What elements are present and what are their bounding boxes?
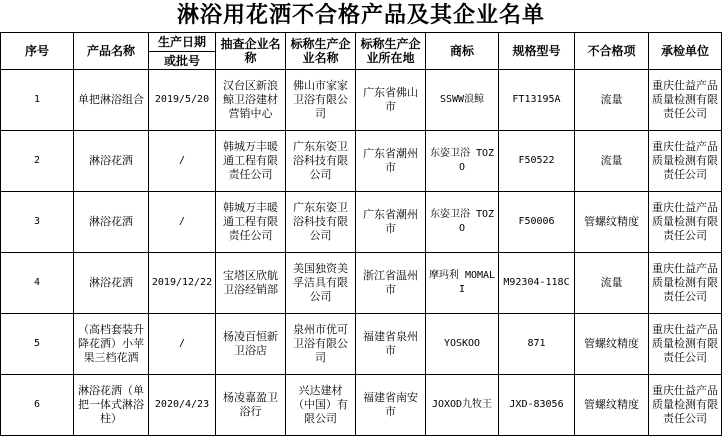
- cell-failed-item[interactable]: 流量: [575, 131, 649, 192]
- cell-brand[interactable]: YOSKOO: [426, 314, 499, 375]
- cell-sampled-company[interactable]: 韩城万丰暖通工程有限责任公司: [216, 131, 286, 192]
- cell-manufacturer[interactable]: 广东东姿卫浴科技有限公司: [286, 131, 356, 192]
- cell-lab[interactable]: 重庆仕益产品质量检测有限责任公司: [649, 192, 722, 253]
- header-manufacturer[interactable]: 标称生产企业名称: [286, 33, 356, 70]
- cell-manufacturer[interactable]: 兴达建材（中国）有限公司: [286, 375, 356, 436]
- cell-model[interactable]: JXD-83056: [499, 375, 575, 436]
- header-date[interactable]: 生产日期: [149, 33, 216, 52]
- cell-sampled-company[interactable]: 杨凌百恒新卫浴店: [216, 314, 286, 375]
- cell-seq[interactable]: 3: [1, 192, 74, 253]
- cell-date[interactable]: 2019/5/20: [149, 70, 216, 131]
- cell-model[interactable]: F50522: [499, 131, 575, 192]
- cell-brand[interactable]: 摩玛利 MOMALI: [426, 253, 499, 314]
- header-batch[interactable]: 或批号: [149, 52, 216, 70]
- cell-product[interactable]: 淋浴花洒: [74, 192, 149, 253]
- header-lab[interactable]: 承检单位: [649, 33, 722, 70]
- table-row: [1, 70, 722, 131]
- table-row: [1, 131, 722, 192]
- cell-seq[interactable]: 5: [1, 314, 74, 375]
- header-failed-item[interactable]: 不合格项: [575, 33, 649, 70]
- header-brand[interactable]: 商标: [426, 33, 499, 70]
- cell-address[interactable]: 广东省潮州市: [356, 192, 426, 253]
- cell-failed-item[interactable]: 管螺纹精度: [575, 192, 649, 253]
- cell-brand[interactable]: 东姿卫浴 TOZO: [426, 192, 499, 253]
- cell-lab[interactable]: 重庆仕益产品质量检测有限责任公司: [649, 70, 722, 131]
- cell-manufacturer[interactable]: 广东东姿卫浴科技有限公司: [286, 192, 356, 253]
- cell-seq[interactable]: 2: [1, 131, 74, 192]
- cell-failed-item[interactable]: 流量: [575, 70, 649, 131]
- cell-manufacturer[interactable]: 泉州市优可卫浴有限公司: [286, 314, 356, 375]
- cell-brand[interactable]: 东姿卫浴 TOZO: [426, 131, 499, 192]
- cell-product[interactable]: 淋浴花洒（单把一体式淋浴柱）: [74, 375, 149, 436]
- cell-address[interactable]: 浙江省温州市: [356, 253, 426, 314]
- cell-date[interactable]: 2020/4/23: [149, 375, 216, 436]
- cell-sampled-company[interactable]: 韩城万丰暖通工程有限责任公司: [216, 192, 286, 253]
- cell-date[interactable]: /: [149, 131, 216, 192]
- cell-product[interactable]: 淋浴花洒: [74, 253, 149, 314]
- cell-date[interactable]: /: [149, 314, 216, 375]
- cell-failed-item[interactable]: 流量: [575, 253, 649, 314]
- header-address[interactable]: 标称生产企业所在地: [356, 33, 426, 70]
- table-row: [1, 253, 722, 314]
- cell-model[interactable]: M92304-118C: [499, 253, 575, 314]
- cell-address[interactable]: 福建省泉州市: [356, 314, 426, 375]
- header-seq[interactable]: 序号: [1, 33, 74, 70]
- cell-manufacturer[interactable]: 佛山市家家卫浴有限公司: [286, 70, 356, 131]
- table-row: [1, 375, 722, 436]
- cell-failed-item[interactable]: 管螺纹精度: [575, 375, 649, 436]
- cell-lab[interactable]: 重庆仕益产品质量检测有限责任公司: [649, 314, 722, 375]
- cell-brand[interactable]: SSWW浪鲸: [426, 70, 499, 131]
- header-product[interactable]: 产品名称: [74, 33, 149, 70]
- noncompliant-products-table: [0, 32, 722, 436]
- cell-model[interactable]: 871: [499, 314, 575, 375]
- cell-seq[interactable]: 1: [1, 70, 74, 131]
- cell-seq[interactable]: 4: [1, 253, 74, 314]
- cell-date[interactable]: 2019/12/22: [149, 253, 216, 314]
- header-model[interactable]: 规格型号: [499, 33, 575, 70]
- header-sampled-company[interactable]: 抽查企业名称: [216, 33, 286, 70]
- cell-address[interactable]: 广东省佛山市: [356, 70, 426, 131]
- table-row: [1, 314, 722, 375]
- cell-brand[interactable]: JOXOD九牧王: [426, 375, 499, 436]
- table-row: [1, 192, 722, 253]
- cell-lab[interactable]: 重庆仕益产品质量检测有限责任公司: [649, 131, 722, 192]
- cell-sampled-company[interactable]: 汉台区新浪鲸卫浴建材营销中心: [216, 70, 286, 131]
- header-row: [1, 33, 722, 52]
- cell-failed-item[interactable]: 管螺纹精度: [575, 314, 649, 375]
- cell-product[interactable]: 单把淋浴组合: [74, 70, 149, 131]
- cell-address[interactable]: 福建省南安市: [356, 375, 426, 436]
- cell-manufacturer[interactable]: 美国独资美孚洁具有限公司: [286, 253, 356, 314]
- cell-lab[interactable]: 重庆仕益产品质量检测有限责任公司: [649, 253, 722, 314]
- cell-product[interactable]: （高档套装升降花洒）小苹果三档花洒: [74, 314, 149, 375]
- cell-address[interactable]: 广东省潮州市: [356, 131, 426, 192]
- cell-model[interactable]: F50006: [499, 192, 575, 253]
- cell-product[interactable]: 淋浴花洒: [74, 131, 149, 192]
- cell-lab[interactable]: 重庆仕益产品质量检测有限责任公司: [649, 375, 722, 436]
- page-title: 淋浴用花洒不合格产品及其企业名单: [176, 3, 545, 28]
- cell-date[interactable]: /: [149, 192, 216, 253]
- cell-seq[interactable]: 6: [1, 375, 74, 436]
- cell-sampled-company[interactable]: 宝塔区欣航卫浴经销部: [216, 253, 286, 314]
- cell-model[interactable]: FT13195A: [499, 70, 575, 131]
- cell-sampled-company[interactable]: 杨凌嘉盈卫浴行: [216, 375, 286, 436]
